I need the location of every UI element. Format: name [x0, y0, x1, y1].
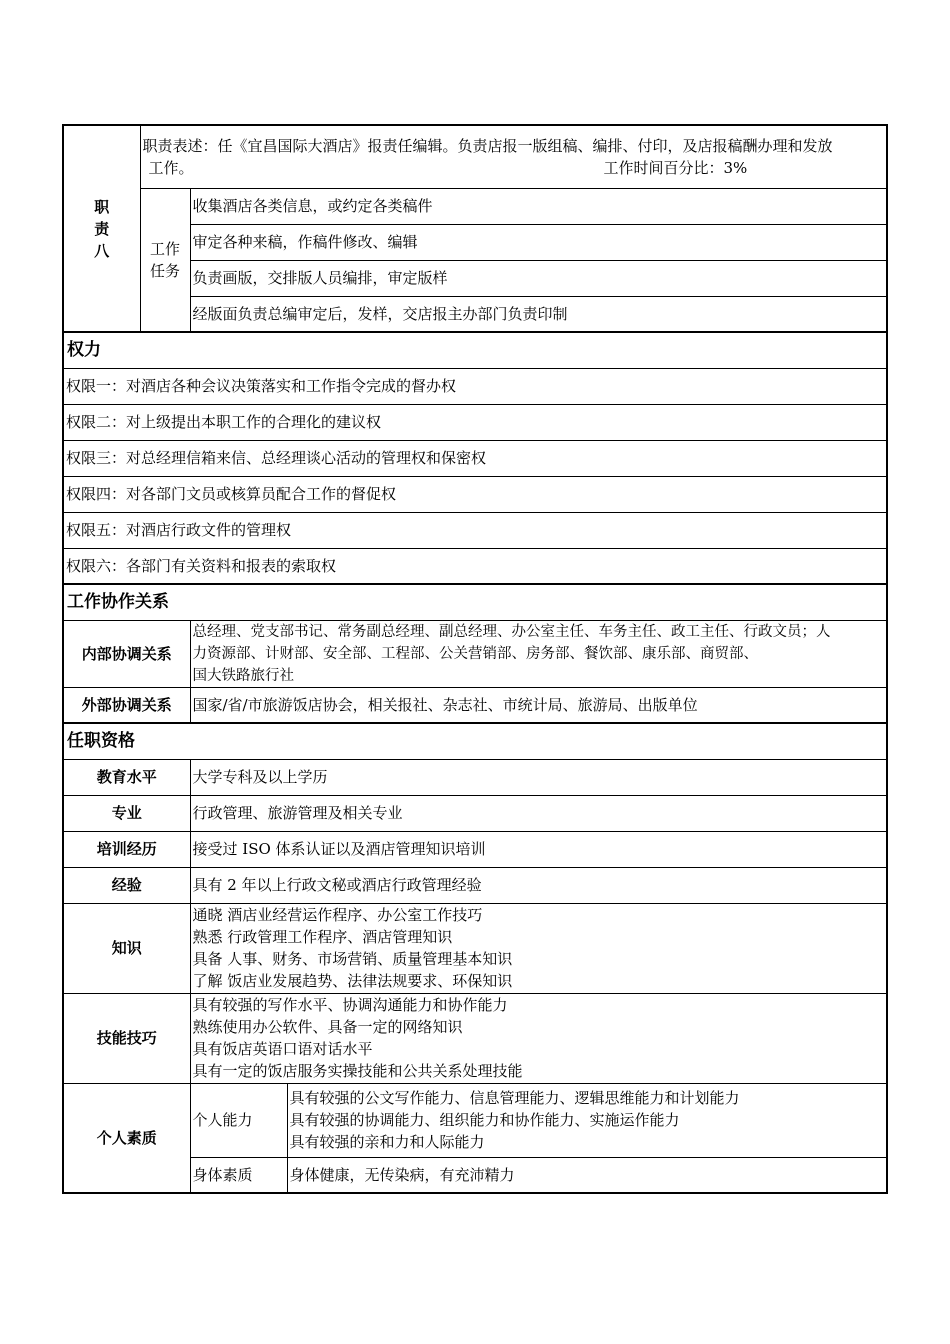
- duty-description: [140, 125, 887, 188]
- knowledge-label: 知识: [63, 903, 190, 993]
- physical-label: 身体素质: [190, 1157, 287, 1193]
- relations-title: 工作协作关系: [63, 584, 887, 620]
- ability-line: 具有较强的亲和力和人际能力: [289, 1133, 485, 1151]
- internal-line: 总经理、党支部书记、常务副总经理、副总经理、办公室主任、车务主任、政工主任、行政文员；人: [192, 623, 831, 640]
- authority-item: 权限二：对上级提出本职工作的合理化的建议权: [63, 404, 887, 440]
- knowledge-line: 通晓 酒店业经营运作程序、办公室工作技巧: [192, 906, 483, 924]
- education-value: 大学专科及以上学历: [190, 759, 887, 795]
- ability-line: 具有较强的协调能力、组织能力和协作能力、实施运作能力: [289, 1111, 680, 1129]
- authority-item: 权限三：对总经理信箱来信、总经理谈心活动的管理权和保密权: [63, 440, 887, 476]
- authority-item: 权限一：对酒店各种会议决策落实和工作指令完成的督办权: [63, 368, 887, 404]
- duty-desc-work: 工作。: [148, 158, 194, 177]
- skills-label: 技能技巧: [63, 993, 190, 1083]
- authority-title: 权力: [63, 332, 887, 368]
- work-time-percentage: 工作时间百分比：3%: [603, 158, 748, 177]
- task-label: 工作 任务: [140, 188, 190, 332]
- authority-table: [62, 331, 888, 585]
- knowledge-value: [190, 903, 887, 993]
- ability-value: [287, 1083, 887, 1157]
- skills-line: 具有较强的写作水平、协调沟通能力和协作能力: [192, 996, 508, 1014]
- task-item: 收集酒店各类信息，或约定各类稿件: [190, 188, 887, 224]
- authority-item: 权限四：对各部门文员或核算员配合工作的督促权: [63, 476, 887, 512]
- relations-table: [62, 583, 888, 724]
- task-item: 审定各种来稿，作稿件修改、编辑: [190, 224, 887, 260]
- internal-line: 国大铁路旅行社: [192, 667, 294, 684]
- knowledge-line: 具备 人事、财务、市场营销、质量管理基本知识: [192, 950, 513, 968]
- training-value: 接受过 ISO 体系认证以及酒店管理知识培训: [190, 831, 887, 867]
- physical-value: 身体健康，无传染病，有充沛精力: [287, 1157, 887, 1193]
- internal-line: 力资源部、计财部、安全部、工程部、公关营销部、房务部、餐饮部、康乐部、商贸部、: [192, 645, 758, 662]
- skills-line: 具有一定的饭店服务实操技能和公共关系处理技能: [192, 1062, 523, 1080]
- external-relations-value: 国家/省/市旅游饭店协会，相关报社、杂志社、市统计局、旅游局、出版单位: [190, 687, 887, 723]
- training-label: 培训经历: [63, 831, 190, 867]
- task-item: 经版面负责总编审定后，发样，交店报主办部门负责印制: [190, 296, 887, 332]
- internal-relations-label: 内部协调关系: [63, 620, 190, 687]
- internal-relations-value: [190, 620, 887, 687]
- authority-item: 权限六：各部门有关资料和报表的索取权: [63, 548, 887, 584]
- ability-line: 具有较强的公文写作能力、信息管理能力、逻辑思维能力和计划能力: [289, 1089, 740, 1107]
- skills-line: 熟练使用办公软件、具备一定的网络知识: [192, 1018, 463, 1036]
- education-label: 教育水平: [63, 759, 190, 795]
- knowledge-line: 熟悉 行政管理工作程序、酒店管理知识: [192, 928, 453, 946]
- experience-label: 经验: [63, 867, 190, 903]
- duty-desc-line1: 职责表述：任《宜昌国际大酒店》报责任编辑。负责店报一版组稿、编排、付印，及店报稿酬办理和发放: [142, 136, 833, 155]
- skills-line: 具有饭店英语口语对话水平: [192, 1040, 373, 1058]
- external-relations-label: 外部协调关系: [63, 687, 190, 723]
- task-item: 负责画版，交排版人员编排，审定版样: [190, 260, 887, 296]
- duty-label: 职 责 八: [63, 125, 140, 332]
- qualifications-table: [62, 722, 888, 1194]
- knowledge-line: 了解 饭店业发展趋势、法律法规要求、环保知识: [192, 972, 513, 990]
- major-label: 专业: [63, 795, 190, 831]
- job-description-sheet: [62, 124, 888, 1194]
- major-value: 行政管理、旅游管理及相关专业: [190, 795, 887, 831]
- experience-value: 具有 2 年以上行政文秘或酒店行政管理经验: [190, 867, 887, 903]
- personal-quality-label: 个人素质: [63, 1083, 190, 1193]
- skills-value: [190, 993, 887, 1083]
- duty-desc-line2: [143, 157, 885, 179]
- duty-table: [62, 124, 888, 333]
- qualifications-title: 任职资格: [63, 723, 887, 759]
- authority-item: 权限五：对酒店行政文件的管理权: [63, 512, 887, 548]
- ability-label: 个人能力: [190, 1083, 287, 1157]
